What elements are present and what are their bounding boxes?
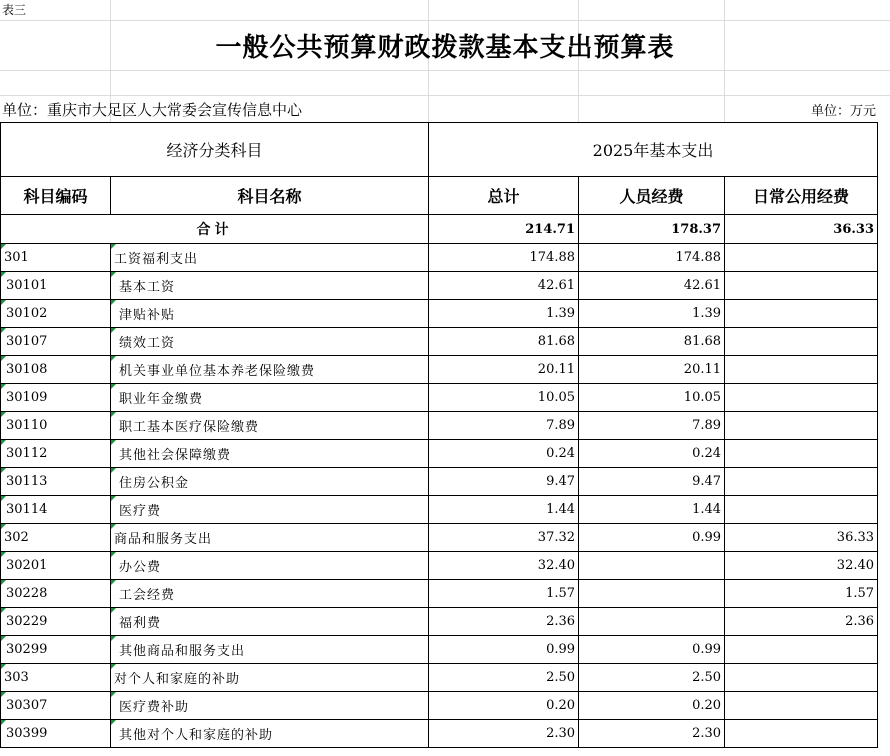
row-code-text: 30229 [6, 614, 48, 629]
table-row [1, 412, 878, 440]
cell-marker-icon [111, 272, 116, 277]
cell-marker-icon [111, 244, 116, 249]
row-public: 32.40 [725, 552, 878, 580]
row-total: 2.50 [429, 664, 579, 692]
header-economic-classification: 经济分类科目 [1, 123, 429, 177]
row-name-text: 职工基本医疗保险缴费 [119, 420, 260, 435]
row-personnel: 20.11 [579, 356, 725, 384]
cell-marker-icon [1, 608, 6, 613]
row-code-text: 30228 [6, 586, 48, 601]
row-name [111, 244, 429, 272]
cell-marker-icon [1, 300, 6, 305]
row-name [111, 468, 429, 496]
cell-marker-icon [1, 552, 6, 557]
cell-marker-icon [111, 496, 116, 501]
table-row [1, 580, 878, 608]
page-title: 一般公共预算财政拨款基本支出预算表 [215, 33, 675, 63]
table-row [1, 356, 878, 384]
row-code [1, 552, 111, 580]
row-code [1, 244, 111, 272]
row-name-text: 机关事业单位基本养老保险缴费 [119, 364, 316, 379]
cell-marker-icon [111, 552, 116, 557]
row-total: 0.24 [429, 440, 579, 468]
row-personnel: 0.24 [579, 440, 725, 468]
cell-marker-icon [111, 384, 116, 389]
total-public: 36.33 [725, 215, 878, 244]
sheet-label: 表三 [2, 3, 27, 17]
row-name-text: 福利费 [119, 616, 162, 631]
row-code-text: 30109 [6, 390, 48, 405]
row-name [111, 552, 429, 580]
row-name [111, 524, 429, 552]
row-total: 10.05 [429, 384, 579, 412]
header-personnel: 人员经费 [579, 177, 725, 215]
grid-line [0, 70, 890, 71]
unit-org-label: 单位：重庆市大足区人大常委会宣传信息中心 [2, 101, 303, 119]
row-public [725, 636, 878, 664]
cell-marker-icon [111, 356, 116, 361]
header-name: 科目名称 [111, 177, 429, 215]
row-public [725, 272, 878, 300]
row-name [111, 720, 429, 748]
row-personnel [579, 608, 725, 636]
row-code [1, 692, 111, 720]
row-total: 81.68 [429, 328, 579, 356]
table-row [1, 496, 878, 524]
row-code [1, 636, 111, 664]
table-row [1, 636, 878, 664]
row-public: 36.33 [725, 524, 878, 552]
total-label: 合计 [1, 215, 429, 244]
cell-marker-icon [111, 664, 116, 669]
table-row [1, 552, 878, 580]
table-row [1, 720, 878, 748]
cell-marker-icon [1, 244, 6, 249]
table-row [1, 440, 878, 468]
row-public [725, 384, 878, 412]
row-public [725, 328, 878, 356]
cell-marker-icon [1, 328, 6, 333]
header-basic-expenditure: 2025年基本支出 [429, 123, 878, 177]
row-name [111, 440, 429, 468]
header-public: 日常公用经费 [725, 177, 878, 215]
row-name-text: 对个人和家庭的补助 [114, 672, 241, 687]
row-name-text: 商品和服务支出 [114, 532, 213, 547]
table-row [1, 300, 878, 328]
grid-line [0, 95, 890, 96]
row-personnel: 2.30 [579, 720, 725, 748]
row-code-text: 30307 [6, 698, 48, 713]
row-total: 7.89 [429, 412, 579, 440]
row-name-text: 基本工资 [119, 280, 176, 295]
cell-marker-icon [111, 524, 116, 529]
row-total: 32.40 [429, 552, 579, 580]
row-personnel: 42.61 [579, 272, 725, 300]
row-code [1, 300, 111, 328]
row-code-text: 30107 [6, 334, 48, 349]
row-total: 9.47 [429, 468, 579, 496]
row-code-text: 30113 [6, 474, 48, 489]
cell-marker-icon [1, 664, 6, 669]
row-personnel: 7.89 [579, 412, 725, 440]
row-total: 174.88 [429, 244, 579, 272]
row-code [1, 524, 111, 552]
row-name-text: 其他社会保障缴费 [119, 448, 232, 463]
row-name-text: 医疗费 [119, 504, 162, 519]
row-total: 1.39 [429, 300, 579, 328]
row-name [111, 692, 429, 720]
cell-marker-icon [111, 608, 116, 613]
cell-marker-icon [111, 692, 116, 697]
row-total: 2.36 [429, 608, 579, 636]
row-code [1, 328, 111, 356]
table-row [1, 328, 878, 356]
cell-marker-icon [111, 636, 116, 641]
row-name [111, 384, 429, 412]
row-personnel: 1.39 [579, 300, 725, 328]
row-personnel: 0.99 [579, 636, 725, 664]
cell-marker-icon [1, 496, 6, 501]
row-name [111, 412, 429, 440]
row-public [725, 412, 878, 440]
row-name [111, 300, 429, 328]
row-name-text: 绩效工资 [119, 336, 176, 351]
row-total: 42.61 [429, 272, 579, 300]
cell-marker-icon [1, 636, 6, 641]
row-public [725, 300, 878, 328]
total-personnel: 178.37 [579, 215, 725, 244]
row-name [111, 356, 429, 384]
header-code: 科目编码 [1, 177, 111, 215]
total-row [1, 215, 878, 244]
table-row [1, 692, 878, 720]
cell-marker-icon [1, 412, 6, 417]
row-code [1, 664, 111, 692]
row-personnel: 0.20 [579, 692, 725, 720]
row-personnel: 0.99 [579, 524, 725, 552]
cell-marker-icon [1, 692, 6, 697]
row-code-text: 302 [4, 530, 29, 545]
table-row [1, 272, 878, 300]
row-code [1, 384, 111, 412]
row-public [725, 692, 878, 720]
row-public [725, 468, 878, 496]
row-total: 20.11 [429, 356, 579, 384]
cell-marker-icon [111, 328, 116, 333]
row-name [111, 272, 429, 300]
table-row [1, 244, 878, 272]
total-sum: 214.71 [429, 215, 579, 244]
cell-marker-icon [1, 272, 6, 277]
row-public [725, 720, 878, 748]
row-total: 2.30 [429, 720, 579, 748]
cell-marker-icon [111, 580, 116, 585]
row-code [1, 720, 111, 748]
row-personnel [579, 552, 725, 580]
row-name [111, 496, 429, 524]
row-code-text: 30399 [6, 726, 48, 741]
row-name-text: 住房公积金 [119, 476, 190, 491]
row-personnel: 174.88 [579, 244, 725, 272]
cell-marker-icon [111, 440, 116, 445]
row-code-text: 303 [4, 670, 29, 685]
table-row [1, 468, 878, 496]
row-code [1, 496, 111, 524]
row-name [111, 636, 429, 664]
row-personnel: 2.50 [579, 664, 725, 692]
row-public: 2.36 [725, 608, 878, 636]
row-code-text: 30201 [6, 558, 48, 573]
row-name [111, 664, 429, 692]
table-row [1, 384, 878, 412]
row-code-text: 30101 [6, 278, 48, 293]
row-code [1, 580, 111, 608]
cell-marker-icon [1, 720, 6, 725]
row-name-text: 工会经费 [119, 588, 176, 603]
row-total: 1.44 [429, 496, 579, 524]
row-total: 0.99 [429, 636, 579, 664]
table-row [1, 664, 878, 692]
row-name-text: 津贴补贴 [119, 308, 176, 323]
row-public [725, 244, 878, 272]
cell-marker-icon [1, 524, 6, 529]
row-code [1, 608, 111, 636]
row-name [111, 328, 429, 356]
row-name-text: 职业年金缴费 [119, 392, 204, 407]
row-code [1, 412, 111, 440]
row-code-text: 30114 [6, 502, 48, 517]
row-personnel: 9.47 [579, 468, 725, 496]
row-name [111, 580, 429, 608]
header-total: 总计 [429, 177, 579, 215]
row-personnel: 81.68 [579, 328, 725, 356]
row-code-text: 30102 [6, 306, 48, 321]
row-code-text: 301 [4, 250, 29, 265]
table-row [1, 524, 878, 552]
cell-marker-icon [1, 356, 6, 361]
row-public [725, 356, 878, 384]
cell-marker-icon [1, 580, 6, 585]
cell-marker-icon [111, 720, 116, 725]
row-total: 0.20 [429, 692, 579, 720]
cell-marker-icon [111, 412, 116, 417]
unit-currency-label: 单位：万元 [810, 104, 876, 119]
row-name-text: 医疗费补助 [119, 700, 190, 715]
row-code [1, 356, 111, 384]
row-code [1, 468, 111, 496]
row-public [725, 440, 878, 468]
row-total: 1.57 [429, 580, 579, 608]
cell-marker-icon [111, 300, 116, 305]
row-public [725, 664, 878, 692]
cell-marker-icon [111, 468, 116, 473]
row-name-text: 办公费 [119, 560, 162, 575]
row-code-text: 30110 [6, 418, 48, 433]
row-name [111, 608, 429, 636]
row-public [725, 496, 878, 524]
cell-marker-icon [1, 468, 6, 473]
cell-marker-icon [1, 440, 6, 445]
row-total: 37.32 [429, 524, 579, 552]
row-personnel: 10.05 [579, 384, 725, 412]
row-code [1, 272, 111, 300]
budget-table [0, 122, 878, 748]
row-personnel [579, 580, 725, 608]
row-code-text: 30112 [6, 446, 48, 461]
row-public: 1.57 [725, 580, 878, 608]
row-name-text: 工资福利支出 [114, 252, 199, 267]
row-code [1, 440, 111, 468]
row-name-text: 其他对个人和家庭的补助 [119, 728, 274, 743]
cell-marker-icon [1, 384, 6, 389]
grid-line [0, 20, 890, 21]
row-personnel: 1.44 [579, 496, 725, 524]
row-code-text: 30299 [6, 642, 48, 657]
row-name-text: 其他商品和服务支出 [119, 644, 246, 659]
table-row [1, 608, 878, 636]
row-code-text: 30108 [6, 362, 48, 377]
